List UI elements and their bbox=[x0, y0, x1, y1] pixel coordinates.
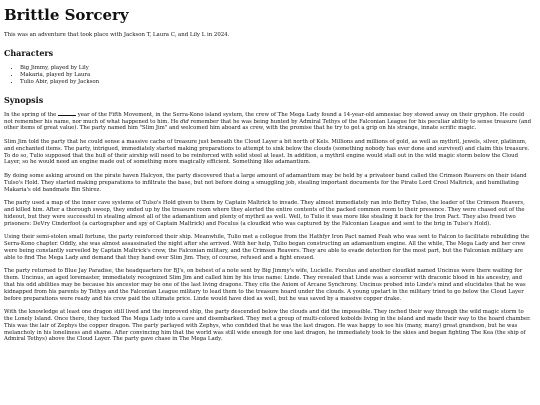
synopsis-paragraph: By doing some asking around on the pirate haven Halcyon, the party discovered that a large amount of adamantium may be held by a privateer band called the Crimson Reavers on their island Tulso's Hold. They started making preparations to infiltrate the base, but not before doing a smuggling job, stealing important documents for the Pirate Lord Creel Maltrick, and humiliating Makaria's old bandmate Bin Shirez. bbox=[4, 172, 527, 193]
document-title: Brittle Sorcery bbox=[4, 6, 129, 24]
list-item: • Makaria, played by Laura bbox=[20, 72, 532, 79]
list-item: • Tulio Abir, played by Jackson bbox=[20, 79, 532, 86]
synopsis-paragraph: Slim Jim told the party that he could sense a massive cache of treasure just beneath the Cloud Layer a bit north of Kels. Millions and millions of gold, as well as mythril, jewels, silver, platinum, and enchanted items. The party, intrigued, immediately started making preparations to attempt to sink below the clouds (something nobody has ever done and survived) and claim this treasure. To do so, Tulio supposed that the hull of their airship will need to be reinforced with solid steel at least. In addition, a mythril engine would stall out in the wild magic storm below the Cloud Layer, so he would need an engine made out of something more magically efficient. Something like adamantium. bbox=[4, 138, 530, 166]
paragraph-text: In the spring of the bbox=[4, 111, 59, 118]
synopsis-body bbox=[4, 112, 532, 344]
synopsis-paragraph bbox=[4, 112, 532, 133]
synopsis-paragraph: The party returned to Blue Jay Paradise, the headquarters for BJ's, on behest of a note sent by Big Jimmy's wife, Lucielle. Foculus and another cloudkid named Uncinus were there waiting for them. Uncinus, an aged loremaster, immediately recognized Slim Jim and called him by his true name: Linde. They revealed that Linde was a sorcerer with draconic blood in his ancestry, and that his odd abilities may be because his ancestor may be one of the last living dragons. They cite the Axiom of Arcane Synchrony. Uncinus probed into Linde's mind and elucidates that he was kidnapped from his parents by Tethys and the Falconian League military to lead them to the treasure hoard under the clouds. A young upstart in the military tried to go below the Cloud Layer before preparations were ready and his crew paid the ultimate price. Linde would have died as well, but he was saved by a massive copper drake. bbox=[4, 267, 526, 302]
characters-list bbox=[4, 65, 532, 87]
blank-line bbox=[58, 115, 76, 116]
synopsis-paragraph: With the knowledge at least one dragon still lived and the improved ship, the party descended below the clouds and did the impossible. They inched their way through the wild magic storm to the Lonely Island. Once there, they tucked The Mega Lady into a cave and disembarked. They met a group of multi-colored kobolds living in the island and made their way to the hoard chamber. This was the lair of Zephys the copper dragon. The party parlayed with Zephys, who confided that he was the last dragon. He was happy to see his (many, many) great grandson, but he was melancholy in his loneliness and shame. After convincing him that the world was still wide enough for one last dragon, he immediately took to the skies and began fighting The Kea (the ship of Admiral Tethys) above the Cloud Layer. The party gave chase in The Mega Lady. bbox=[4, 308, 531, 343]
list-item: • Big Jimmy, played by Lily bbox=[20, 65, 532, 72]
synopsis-paragraph: The party used a map of the inner cave systems of Tulso's Hold given to them by Captain Maltrick to invade. They almost immediately ran into Beftry Tulso, the leader of the Crimson Reavers, and killed him. After a thorough sweep, they ended up by the treasure room where they alerted the entire contents of the packed common room to their presence. They were chased out of the hideout, but they were successful in stealing almost all of the adamantium and plenty of mythril as well. Well, to Tulio it was more like stealing it back for the Iron Pact. They also freed two prisoners: DeVry Cinderfoot (a cartographer and spy of Captain Maltrick) and Foculus (a cloudkid who was captured by the Falconian League and sent to the brig in Tulso's Hold). bbox=[4, 199, 525, 227]
intro-text: This was an adventure that took place with Jackson T, Laura C, and Lily L in 2024. bbox=[4, 32, 230, 38]
synopsis-paragraph: Using their semi-stolen small fortune, the party reinforced their ship. Meanwhile, Tulio met a collegue from the Hathfyr Iron Pact named Feah who was sent to Falcon to facilitate rebuilding the Serra-Kono chapter. Oddly, she was almost assassinated the night after she arrived. With her help, Tulio began constructing an adamantium engine. All the while, The Mega Lady and her crew were being constantly surveiled by Captain Maltrick's crew, the Falconian military, and the Crimson Reavers. They are able to evade detection for the most part, but the Falconian military are able to find The Mega Lady and demand that they hand over Slim Jim. They, of course, refused and a fight ensued. bbox=[4, 233, 530, 261]
paragraph-text: year of the Fifth Movement, in the Serra-Kono island system, the crew of The Mega Lady found a 14-year-old amnesiac boy stowed away on their gryphon. He could not remember his name, nor much of what happened to him. He bbox=[4, 111, 525, 125]
characters-heading: Characters bbox=[4, 48, 54, 58]
paragraph-text: remember that he was being hunted by Admiral Tethys of the Falconian League for his peculiar ability to sense treasure (and other items of great value). The party named him "Slim Jim" and welcomed him aboard as crew, with the promise that he try to get a grip on his strange, innate scrific magic. bbox=[4, 118, 531, 132]
emphasis-text: did bbox=[180, 118, 189, 125]
synopsis-heading: Synopsis bbox=[4, 94, 44, 105]
